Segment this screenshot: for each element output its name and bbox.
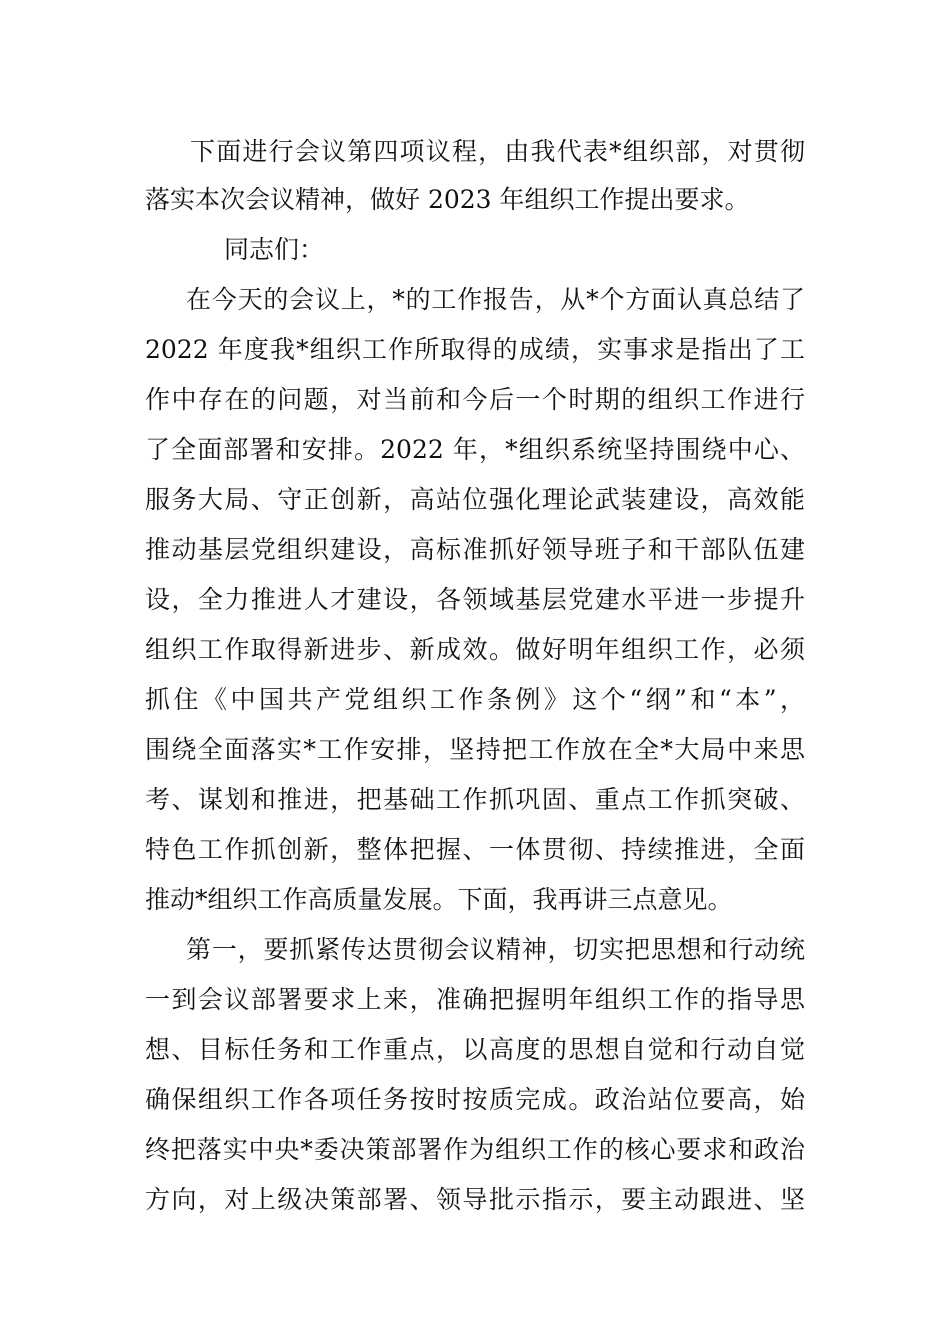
paragraph-line: 下面进行会议第四项议程，由我代表*组织部，对贯彻: [190, 137, 805, 166]
paragraph-line: 一到会议部署要求上来，准确把握明年组织工作的指导思: [145, 985, 805, 1014]
paragraph-line: 2022 年度我*组织工作所取得的成绩，实事求是指出了工: [145, 335, 805, 364]
paragraph-line: 在今天的会议上，*的工作报告，从*个方面认真总结了: [186, 285, 805, 314]
paragraph-line: 特色工作抓创新，整体把握、一体贯彻、持续推进，全面: [145, 835, 805, 864]
paragraph-line: 确保组织工作各项任务按时按质完成。政治站位要高，始: [145, 1085, 805, 1114]
paragraph-line: 方向，对上级决策部署、领导批示指示，要主动跟进、坚: [145, 1185, 805, 1214]
paragraph-line: 终把落实中央*委决策部署作为组织工作的核心要求和政治: [145, 1135, 805, 1164]
paragraph-line: 了全面部署和安排。2022 年，*组织系统坚持围绕中心、: [145, 435, 805, 464]
paragraph-line: 考、谋划和推进，把基础工作抓巩固、重点工作抓突破、: [145, 785, 805, 814]
paragraph-line: 服务大局、守正创新，高站位强化理论武装建设，高效能: [145, 485, 805, 514]
paragraph-line: 想、目标任务和工作重点，以高度的思想自觉和行动自觉: [145, 1035, 805, 1064]
paragraph-line: 设，全力推进人才建设，各领域基层党建水平进一步提升: [145, 585, 805, 614]
paragraph-line: 组织工作取得新进步、新成效。做好明年组织工作，必须: [145, 635, 805, 664]
paragraph-line: 抓住《中国共产党组织工作条例》这个“纲”和“本”，: [145, 685, 805, 714]
paragraph-line: 推动基层党组织建设，高标准抓好领导班子和干部队伍建: [145, 535, 805, 564]
paragraph-line: 围绕全面落实*工作安排，坚持把工作放在全*大局中来思: [145, 735, 805, 764]
salutation: 同志们：: [224, 235, 325, 264]
paragraph-line: 落实本次会议精神，做好 2023 年组织工作提出要求。: [145, 185, 750, 214]
paragraph-line: 作中存在的问题，对当前和今后一个时期的组织工作进行: [145, 385, 805, 414]
paragraph-line: 第一，要抓紧传达贯彻会议精神，切实把思想和行动统: [186, 935, 805, 964]
paragraph-line: 推动*组织工作高质量发展。下面，我再讲三点意见。: [145, 885, 733, 914]
